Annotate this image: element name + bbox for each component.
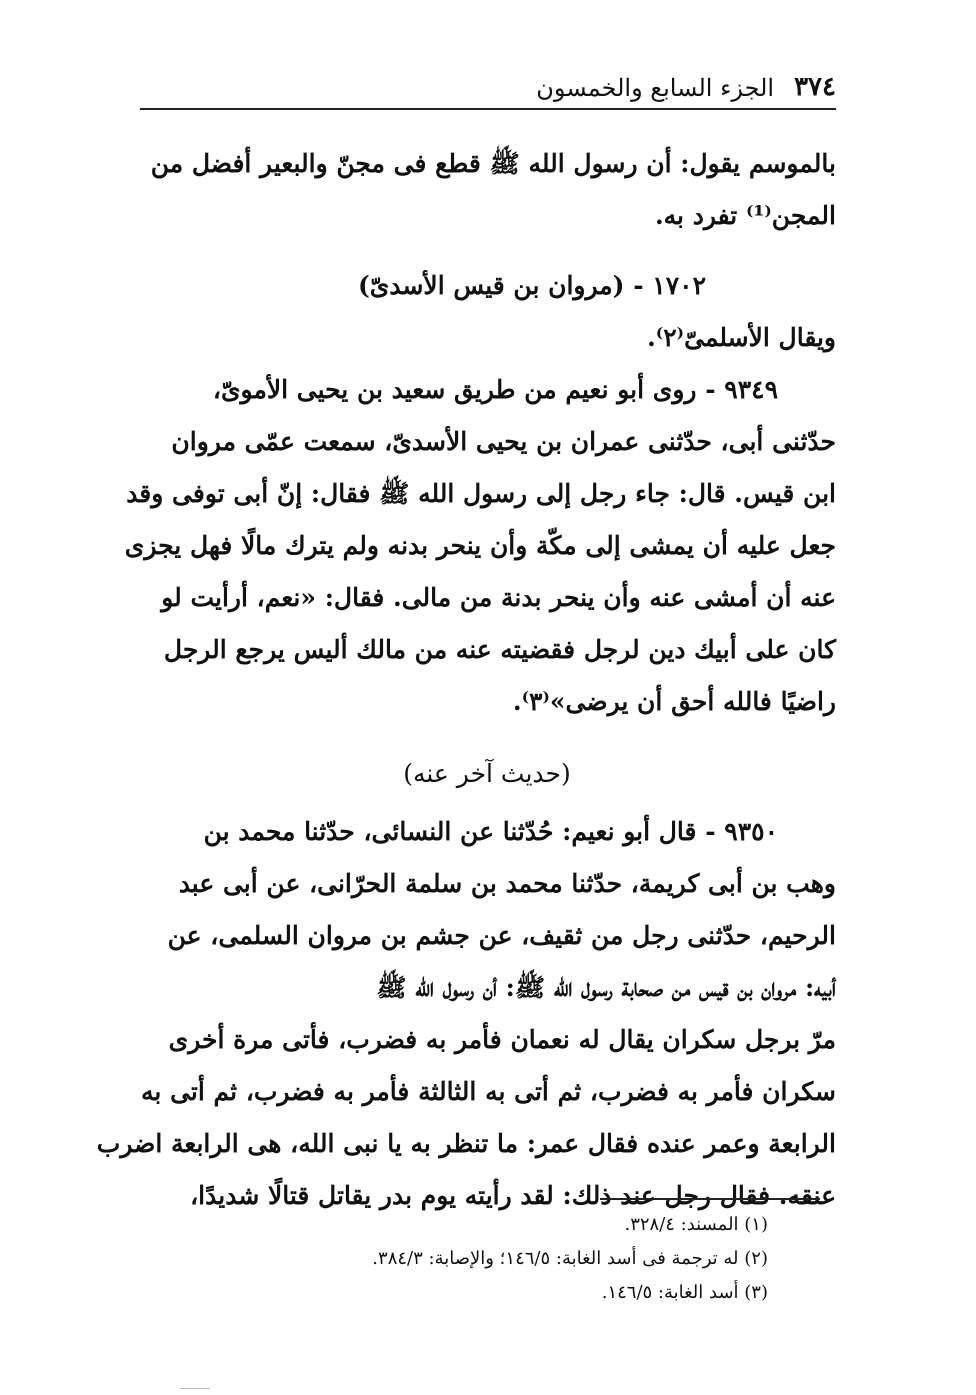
text-line: راضيًا فالله أحق أن يرضى»⁽٣⁾.: [512, 687, 836, 716]
text-line: ابن قيس. قال: جاء رجل إلى رسول الله ﷺ فقال: إنّ أبى توفى وقد: [126, 479, 836, 508]
text-line: أبيه: مروان بن قيس من صحابة رسول الله ﷺ: أن رسول الله ﷺ: [376, 973, 836, 1002]
text-line: كان على أبيك دين لرجل فقضيته عنه من مالك أليس يرجع الرجل: [163, 635, 836, 664]
text-line: عنقه. فقال رجل عند ذلك: لقد رأيته يوم بدر يقاتل قتالًا شديدًا،: [190, 1181, 836, 1210]
text-line: ٩٣٥٠ - قال أبو نعيم: حُدّثنا عن النسائى، حدّثنا محمد بن: [203, 817, 778, 846]
part-title: الجزء السابع والخمسون: [536, 74, 775, 102]
text-line: المجن⁽¹⁾ تفرد به.: [654, 201, 836, 230]
footnotes: [168, 1208, 768, 1310]
footnote: (١) المسند: ٣٢٨/٤.: [624, 1214, 768, 1235]
scan-mark: [180, 1388, 210, 1389]
footnote-divider: [600, 1198, 820, 1200]
text-line: حدّثنى أبى، حدّثنى عمران بن يحيى الأسدىّ، سمعت عمّى مروان: [171, 427, 836, 456]
text-line: مرّ برجل سكران يقال له نعمان فأمر به فضرب، فأتى مرة أخرى: [168, 1025, 836, 1054]
footnote: (٢) له ترجمة فى أسد الغابة: ١٤٦/٥؛ والإصابة: ٣٨٤/٣.: [372, 1248, 768, 1269]
main-text: [96, 138, 836, 1222]
text-line: الرحيم، حدّثنى رجل من ثقيف، عن جشم بن مروان السلمى، عن: [167, 921, 836, 950]
section-title: (حديث آخر عنه): [403, 759, 571, 788]
running-header: [140, 66, 836, 110]
text-line: الرابعة وعمر عنده فقال عمر: ما تنظر به يا نبى الله، هى الرابعة اضرب: [96, 1129, 836, 1158]
text-line: ويقال الأسلمىّ⁽٢⁾.: [647, 323, 836, 352]
text-line: بالموسم يقول: أن رسول الله ﷺ قطع فى مجنّ والبعير أفضل من: [150, 149, 836, 178]
text-line: جعل عليه أن يمشى إلى مكّة وأن ينحر بدنه ولم يترك مالًا فهل يجزى: [124, 531, 836, 560]
text-line: ٩٣٤٩ - روى أبو نعيم من طريق سعيد بن يحيى الأموىّ،: [212, 375, 778, 404]
text-line: سكران فأمر به فضرب، ثم أتى به الثالثة فأمر به فضرب، ثم أتى به: [141, 1077, 836, 1106]
entry-title: ١٧٠٢ - (مروان بن قيس الأسدىّ): [357, 271, 706, 300]
text-line: عنه أن أمشى عنه وأن ينحر بدنة من مالى. فقال: «نعم، أرأيت لو: [161, 583, 836, 612]
page-number: ٣٧٤: [794, 72, 836, 102]
footnote: (٣) أسد الغابة: ١٤٦/٥.: [601, 1282, 768, 1303]
text-line: وهب بن أبى كريمة، حدّثنا محمد بن سلمة الحرّانى، عن أبى عبد: [178, 869, 836, 898]
